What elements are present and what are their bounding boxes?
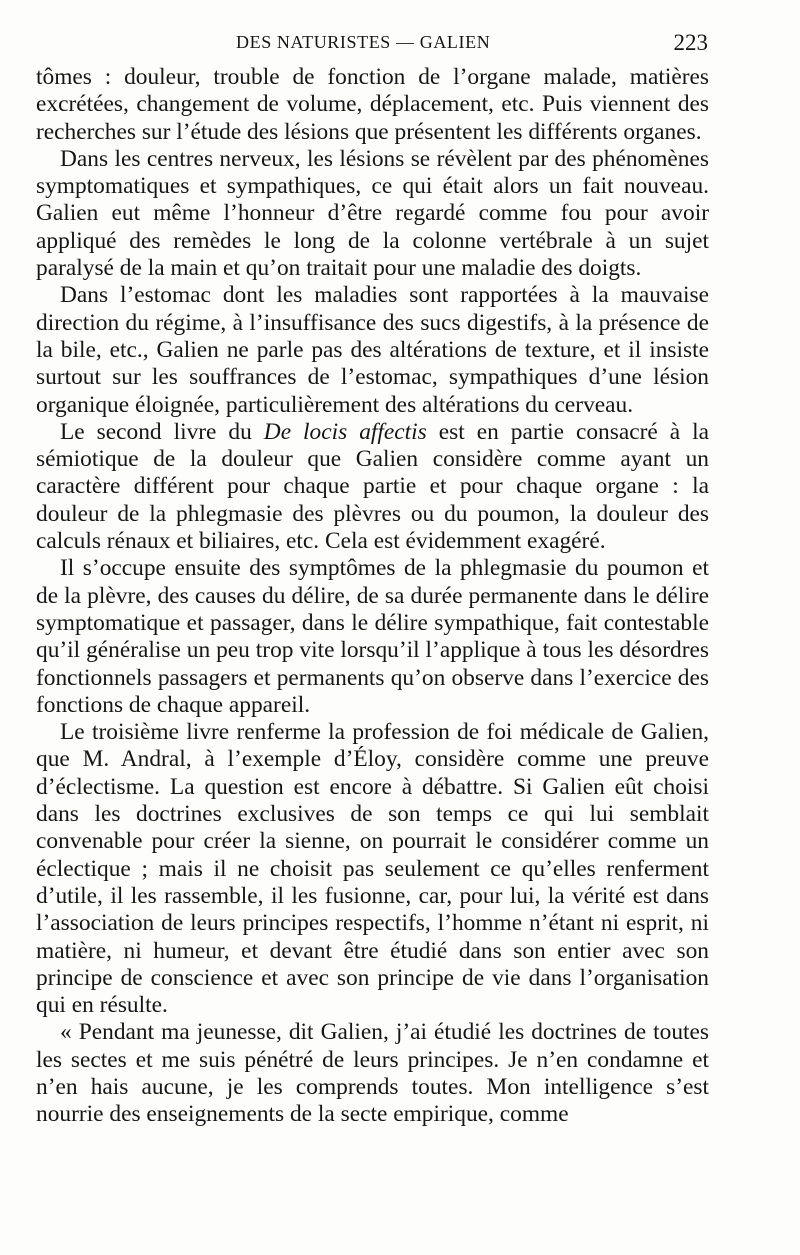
paragraph-text: Le troisième livre renferme la profession de foi médicale de Galien, que M. Andral, à l’exemple d’Éloy, considère comme une preuve d’éclectisme. La question est encore à débattre. Si Galien eût choisi dans les doctrines exclusives de son temps ce qui lui semblait convenable pour créer la sienne, on pourrait le considérer comme un éclectique ; mais il ne choisit pas seulement ce qu’elles renferment d’utile, il les rassemble, il les fusionne, car, pour lui, la vérité est dans l’association de leurs principes respectifs, l’homme n’étant ni esprit, ni matière, ni humeur, et devant être étudié dans son entier avec son principe de conscience et avec son principe de vie dans l’organisation qui en résulte. (36, 719, 709, 1019)
paragraph-symptomes (36, 555, 709, 719)
paragraph-text: tômes : douleur, trouble de fonction de l’organe malade, matières excrétées, changement de volume, déplacement, etc. Puis viennent des recherches sur l’étude des lésions que présentent les différents organes. (36, 64, 709, 145)
running-head-title: DES NATURISTES — GALIEN (236, 32, 491, 52)
paragraph-text: est en partie consacré à la sémiotique de la douleur que Galien considère comme ayant un caractère différent pour chaque partie et pour chaque organe : la douleur de la phlegmasie des plèvres ou du poumon, la douleur des calculs rénaux et biliaires, etc. Cela est évidemment exagéré. (36, 418, 710, 555)
book-title-italic: De locis affectis (263, 418, 427, 445)
paragraph-continuation (36, 64, 709, 146)
paragraph-quotation (36, 1019, 709, 1128)
paragraph-estomac (36, 282, 709, 418)
paragraph-text: Dans l’estomac dont les maladies sont rapportées à la mauvaise direction du régime, à l’insuffisance des sucs digestifs, à la présence de la bile, etc., Galien ne parle pas des altérations de texture, et il insiste surtout sur les souffrances de l’estomac, sympathiques d’une lésion organique éloignée, particulièrement des altérations du cerveau. (36, 282, 709, 418)
paragraph-centres-nerveux (36, 146, 709, 282)
paragraph-troisieme-livre (36, 719, 709, 1019)
paragraph-text: Il s’occupe ensuite des symptômes de la phlegmasie du poumon et de la plèvre, des causes du délire, de sa durée permanente dans le délire symptomatique et passager, dans le délire sympathique, fait contestable qu’il généralise un peu trop vite lorsqu’il l’applique à tous les désordres fonctionnels passagers et permanents qu’on observe dans l’exercice des fonctions de chaque appareil. (36, 555, 709, 718)
page-number: 223 (673, 30, 708, 55)
paragraph-text: « Pendant ma jeunesse, dit Galien, j’ai étudié les doctrines de toutes les sectes et me suis pénétré de leurs principes. Je n’en condamne et n’en hais aucune, je les comprends toutes. Mon intelligence s’est nourrie des enseignements de la secte empirique, comme (36, 1019, 709, 1128)
paragraph-text: Le second livre du (60, 418, 264, 445)
running-head (36, 32, 708, 58)
paragraph-second-livre (36, 419, 709, 555)
paragraph-text: Dans les centres nerveux, les lésions se révèlent par des phénomènes symptomatiques et sympathiques, ce qui était alors un fait nouveau. Galien eut même l’honneur d’être regardé comme fou pour avoir appliqué des remèdes le long de la colonne vertébrale à un sujet paralysé de la main et qu’on traitait pour une maladie des doigts. (36, 145, 709, 282)
body-text (36, 64, 709, 1129)
